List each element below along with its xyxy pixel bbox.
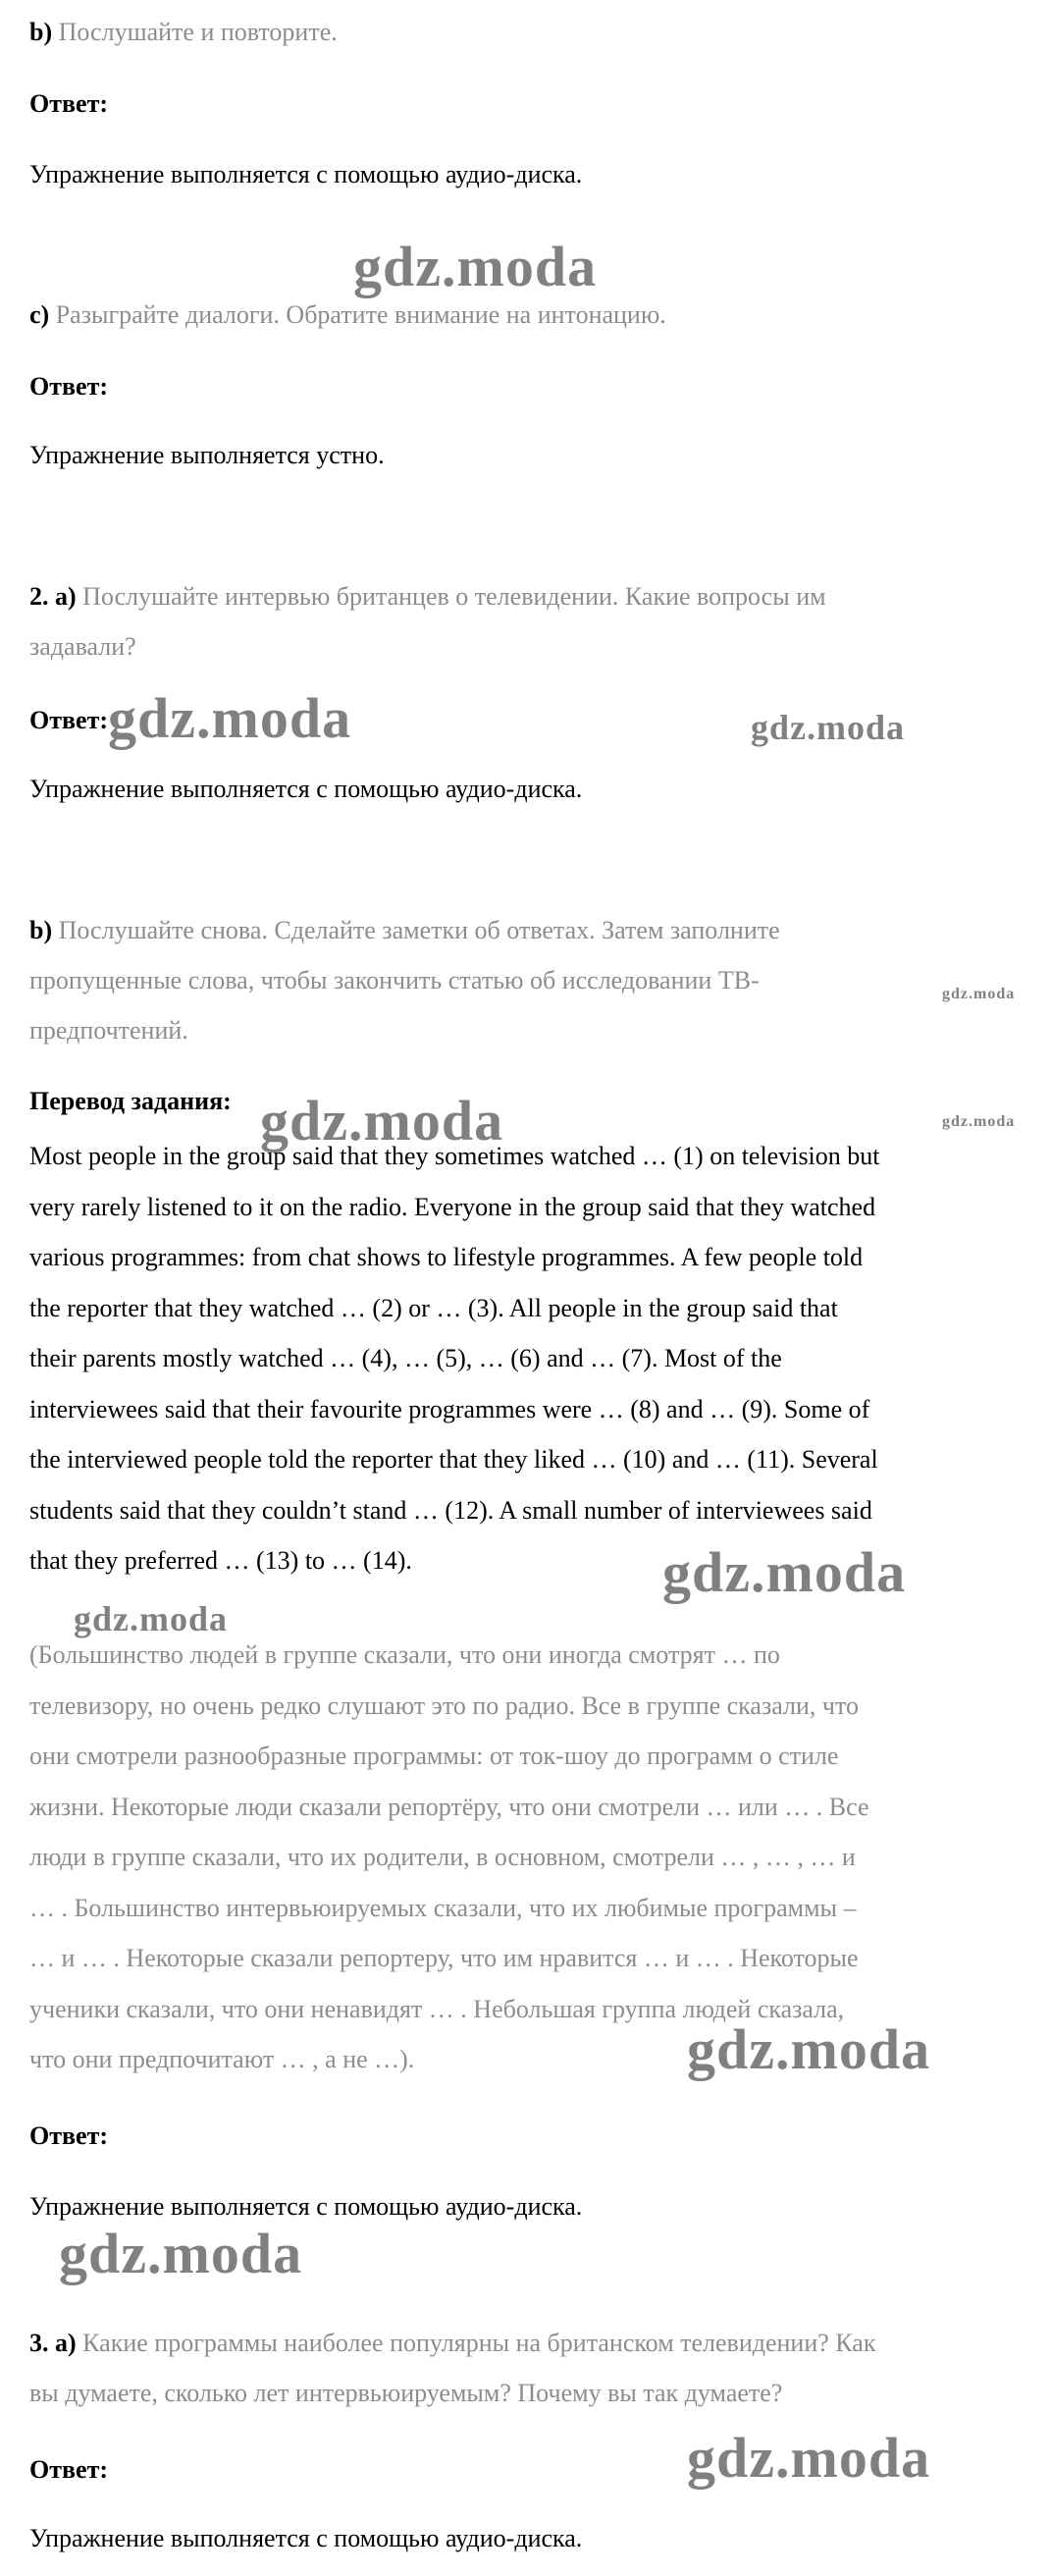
task-label: 2. a) [29, 582, 77, 611]
task-label: 3. a) [29, 2329, 77, 2357]
task-2b [29, 905, 1011, 1055]
watermark-logo: gdz.moda [942, 1113, 1016, 1130]
russian-line: ученики сказали, что они ненавидят … . Небольшая группа людей сказала, [29, 1994, 845, 2023]
answer-label: Ответ: [29, 2121, 109, 2150]
watermark-logo: gdz.moda [108, 686, 352, 750]
task-text: вы думаете, сколько лет интервьюируемым? Почему вы так думаете? [29, 2379, 783, 2407]
task-text: Послушайте и повторите. [58, 18, 338, 46]
task-text: Какие программы наиболее популярны на британском телевидении? Как [82, 2329, 876, 2357]
task-label: b) [29, 18, 53, 46]
watermark-logo: gdz.moda [662, 1540, 907, 1604]
watermark-logo: gdz.moda [687, 2017, 931, 2081]
watermark-logo: gdz.moda [59, 2222, 303, 2285]
answer-text: Упражнение выполняется с помощью аудио-диска. [29, 160, 583, 188]
answer-label: Ответ: [29, 706, 109, 734]
task-text: Разыграйте диалоги. Обратите внимание на интонацию. [55, 300, 666, 329]
answer-label: Ответ: [29, 89, 109, 118]
task-text: Послушайте интервью британцев о телевидении. Какие вопросы им [82, 582, 826, 611]
english-line: the interviewed people told the reporter that they liked … (10) and … (11). Several [29, 1445, 878, 1474]
answer-label: Ответ: [29, 372, 109, 401]
russian-line: … и … . Некоторые сказали репортеру, что им нравится … и … . Некоторые [29, 1944, 859, 1972]
task-2a [29, 571, 1011, 671]
answer-text: Упражнение выполняется с помощью аудио-диска. [29, 775, 583, 803]
watermark-logo: gdz.moda [260, 1089, 504, 1153]
task-text: пропущенные слова, чтобы закончить статью об исследовании ТВ- [29, 966, 760, 994]
watermark-logo: gdz.moda [942, 986, 1016, 1002]
russian-line: они смотрели разнообразные программы: от ток-шоу до программ о стиле [29, 1742, 839, 1770]
english-line: very rarely listened to it on the radio. Everyone in the group said that they watched [29, 1192, 876, 1221]
task-label: b) [29, 916, 53, 944]
answer-text: Упражнение выполняется с помощью аудио-диска. [29, 2192, 583, 2221]
watermark-logo: gdz.moda [74, 1599, 229, 1638]
watermark-logo: gdz.moda [687, 2426, 931, 2490]
task-3a [29, 2318, 1011, 2418]
russian-line: телевизору, но очень редко слушают это по радио. Все в группе сказали, что [29, 1690, 859, 1720]
english-paragraph [29, 1131, 1011, 1586]
task-label: c) [29, 300, 50, 329]
russian-line: люди в группе сказали, что их родители, в основном, смотрели … , … , … и [29, 1843, 856, 1871]
task-1b [29, 7, 1011, 57]
english-line: various programmes: from chat shows to lifestyle programmes. A few people told [29, 1243, 864, 1271]
answer-label: Ответ: [29, 2455, 109, 2484]
watermark-logo: gdz.moda [751, 708, 906, 747]
answer-text: Упражнение выполняется устно. [29, 441, 385, 469]
answer-text: Упражнение выполняется с помощью аудио-диска. [29, 2524, 583, 2552]
english-line: students said that they couldn’t stand … (12). A small number of interviewees said [29, 1495, 872, 1525]
russian-line: … . Большинство интервьюируемых сказали, что их любимые программы – [29, 1893, 857, 1922]
russian-line: (Большинство людей в группе сказали, что они иногда смотрят … по [29, 1640, 780, 1669]
watermark-logo: gdz.moda [353, 235, 598, 298]
task-text: предпочтений. [29, 1016, 188, 1045]
english-line: their parents mostly watched … (4), … (5), … (6) and … (7). Most of the [29, 1344, 782, 1372]
russian-line: что они предпочитают … , а не …). [29, 2045, 415, 2073]
english-line: interviewees said that their favourite programmes were … (8) and … (9). Some of [29, 1394, 870, 1423]
task-text: задавали? [29, 632, 136, 661]
russian-line: жизни. Некоторые люди сказали репортёру, что они смотрели … или … . Все [29, 1792, 869, 1821]
english-line: Most people in the group said that they sometimes watched … (1) on television but [29, 1142, 880, 1170]
english-line: that they preferred … (13) to … (14). [29, 1546, 412, 1575]
translation-label: Перевод задания: [29, 1087, 232, 1115]
task-text: Послушайте снова. Сделайте заметки об ответах. Затем заполните [58, 916, 780, 944]
english-line: the reporter that they watched … (2) or … (3). All people in the group said that [29, 1293, 838, 1322]
